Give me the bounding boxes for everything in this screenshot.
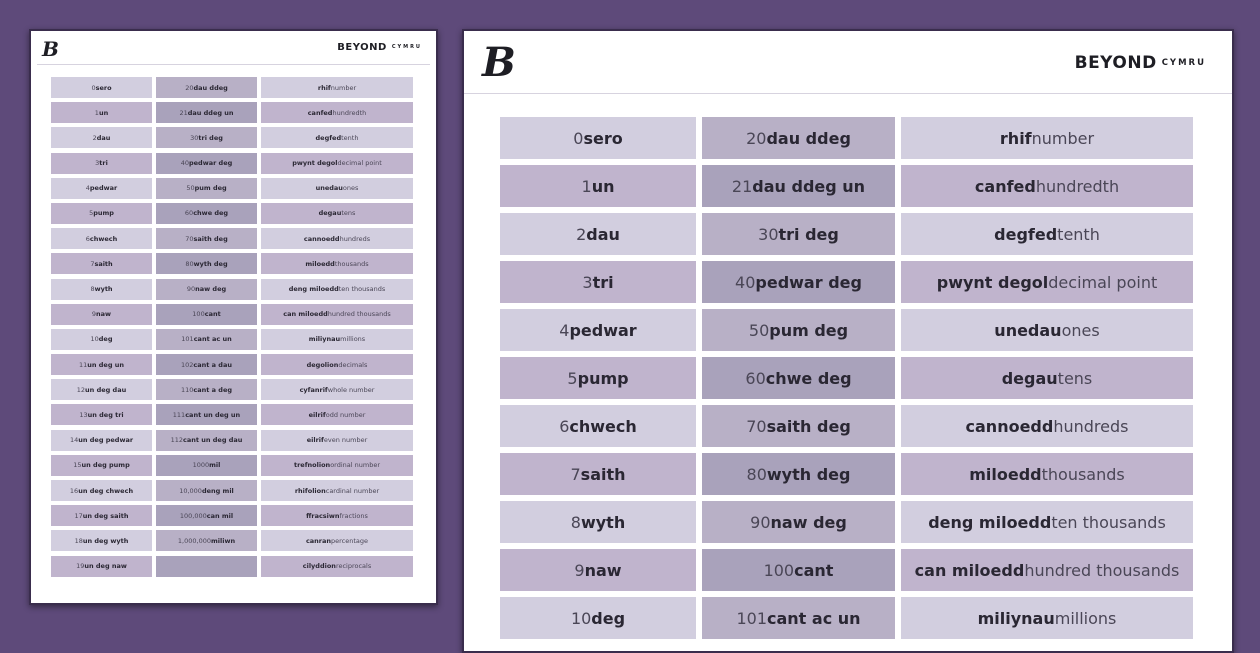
vocab-cell <box>901 309 1193 351</box>
english-term: ones <box>1061 320 1100 340</box>
number-cell <box>500 405 696 447</box>
vocab-cell <box>901 405 1193 447</box>
tens-cell <box>156 102 257 123</box>
tens-cell <box>156 203 257 224</box>
numeral: 5 <box>89 209 94 218</box>
numeral: 2 <box>92 133 97 142</box>
welsh-word: chwech <box>89 234 118 243</box>
numeral: 17 <box>74 511 83 520</box>
preview-sheet-large <box>462 29 1234 653</box>
english-term: ones <box>342 184 359 193</box>
welsh-term: rhif <box>317 83 331 92</box>
numeral: 40 <box>735 272 756 292</box>
number-cell <box>51 279 152 300</box>
vocab-cell <box>901 501 1193 543</box>
numeral: 13 <box>79 410 88 419</box>
numeral: 90 <box>186 285 196 293</box>
beyond-logo-icon: B <box>42 37 59 61</box>
welsh-word: deg <box>591 608 626 628</box>
english-term: whole number <box>327 385 375 394</box>
number-cell <box>500 213 696 255</box>
welsh-term: degolion <box>306 360 339 369</box>
number-cell <box>51 178 152 199</box>
tens-cell <box>702 453 895 495</box>
welsh-term: miloedd <box>969 464 1042 484</box>
vocab-cell <box>901 597 1193 639</box>
vocab-cell <box>261 153 413 174</box>
number-cell <box>500 597 696 639</box>
welsh-word: pedwar <box>89 184 118 193</box>
number-cell <box>51 102 152 123</box>
brand-title <box>1075 53 1206 73</box>
welsh-term: miloedd <box>305 259 335 268</box>
number-cell <box>500 549 696 591</box>
welsh-term: pwynt degol <box>936 272 1049 292</box>
english-term: number <box>330 83 357 92</box>
welsh-word: sero <box>95 83 112 92</box>
welsh-term: ffracsiwn <box>306 511 340 520</box>
number-cell <box>51 505 152 526</box>
numeral: 21 <box>179 108 188 117</box>
header-divider <box>37 64 430 65</box>
numeral: 40 <box>180 159 189 168</box>
english-term: hundredth <box>1035 176 1120 196</box>
numeral: 15 <box>73 461 82 470</box>
beyond-logo-icon: B <box>482 39 516 86</box>
numeral: 7 <box>90 259 95 268</box>
vocab-cell <box>261 430 413 451</box>
tens-cell <box>156 304 257 325</box>
english-term: reciprocals <box>335 562 372 571</box>
numeral: 101 <box>736 608 767 628</box>
welsh-word: cant <box>204 310 221 319</box>
number-cell <box>500 501 696 543</box>
number-cell <box>51 354 152 375</box>
welsh-term: degfed <box>994 224 1058 244</box>
numeral: 90 <box>750 512 771 532</box>
welsh-term: degau <box>1001 368 1058 388</box>
number-cell <box>500 453 696 495</box>
vocab-cell <box>261 203 413 224</box>
brand-name: BEYOND <box>1074 53 1157 73</box>
header-divider <box>464 93 1232 94</box>
welsh-term: deng miloedd <box>928 512 1052 532</box>
welsh-word: un deg dau <box>85 385 127 394</box>
english-term: hundreds <box>339 234 371 243</box>
numeral: 80 <box>746 464 767 484</box>
numeral: 8 <box>570 512 581 532</box>
welsh-word: tri <box>99 159 108 168</box>
numeral: 50 <box>748 320 770 340</box>
numeral: 11 <box>78 360 88 369</box>
welsh-word: dau <box>586 224 620 244</box>
welsh-word: dau ddeg un <box>187 108 234 117</box>
number-cell <box>51 530 152 551</box>
welsh-word: un deg saith <box>82 511 129 520</box>
welsh-word: cant un deg un <box>185 410 241 419</box>
vocab-cell <box>901 261 1193 303</box>
numeral: 10,000 <box>179 486 202 495</box>
vocab-cell <box>261 127 413 148</box>
welsh-word: pum deg <box>769 320 849 340</box>
numeral: 6 <box>559 416 570 436</box>
english-term: millions <box>340 335 366 344</box>
welsh-term: rhif <box>999 128 1032 148</box>
number-cell <box>500 261 696 303</box>
tens-cell <box>156 455 257 476</box>
welsh-term: unedau <box>315 184 343 193</box>
english-term: cardinal number <box>325 486 380 495</box>
tens-cell <box>702 357 895 399</box>
vocab-cell <box>261 102 413 123</box>
tens-cell <box>702 597 895 639</box>
number-cell <box>51 329 152 350</box>
numeral: 1 <box>581 176 592 196</box>
number-cell <box>51 304 152 325</box>
welsh-word: naw <box>584 560 622 580</box>
welsh-word: deng mil <box>201 486 234 495</box>
tens-cell <box>156 178 257 199</box>
numeral: 101 <box>181 335 194 344</box>
vocab-cell <box>261 379 413 400</box>
welsh-term: miliynau <box>308 335 341 344</box>
welsh-term: canfed <box>974 176 1036 196</box>
vocab-cell <box>901 357 1193 399</box>
welsh-word: cant a dau <box>193 360 232 369</box>
english-term: ten thousands <box>338 285 386 293</box>
number-cell <box>51 77 152 98</box>
number-cell <box>51 228 152 249</box>
welsh-term: cyfanrif <box>299 385 328 394</box>
numeral: 7 <box>570 464 581 484</box>
welsh-word: cant ac un <box>193 335 232 344</box>
english-term: decimal point <box>337 159 382 168</box>
number-cell <box>51 480 152 501</box>
welsh-word: dau ddeg un <box>752 176 866 196</box>
numeral: 18 <box>74 536 83 545</box>
welsh-word: naw deg <box>195 285 227 293</box>
numeral: 0 <box>91 83 96 92</box>
welsh-word: cant ac un <box>767 608 861 628</box>
tens-cell <box>156 480 257 501</box>
numeral: 60 <box>745 368 766 388</box>
welsh-word: miliwn <box>211 536 236 545</box>
welsh-term: cannoedd <box>965 416 1054 436</box>
number-cell <box>500 309 696 351</box>
welsh-word: wyth deg <box>766 464 851 484</box>
welsh-term: trefnolion <box>293 461 331 470</box>
english-term: thousands <box>334 259 369 268</box>
tens-cell <box>156 329 257 350</box>
welsh-term: rhifolion <box>294 486 326 495</box>
english-term: ordinal number <box>330 461 380 470</box>
numeral: 2 <box>576 224 587 244</box>
vocab-table-small <box>51 77 413 577</box>
number-cell <box>500 117 696 159</box>
welsh-word: saith <box>580 464 626 484</box>
brand-sub: CYMRU <box>391 44 422 50</box>
welsh-word: pump <box>577 368 629 388</box>
preview-sheet-small <box>29 29 438 605</box>
number-cell <box>51 404 152 425</box>
welsh-word: deg <box>98 335 113 344</box>
tens-cell <box>156 228 257 249</box>
numeral: 111 <box>172 410 186 419</box>
numeral: 3 <box>95 159 100 168</box>
welsh-word: dau ddeg <box>193 83 228 92</box>
tens-cell <box>156 127 257 148</box>
vocab-cell <box>901 549 1193 591</box>
english-term: thousands <box>1041 464 1125 484</box>
vocab-table-large <box>500 117 1193 639</box>
welsh-term: can miloedd <box>914 560 1025 580</box>
numeral: 70 <box>746 416 767 436</box>
tens-cell <box>702 501 895 543</box>
welsh-term: degfed <box>315 133 342 142</box>
numeral: 14 <box>69 436 79 445</box>
brand-name: BEYOND <box>337 42 387 53</box>
english-term: tenth <box>341 133 359 142</box>
welsh-word: wyth deg <box>193 259 228 268</box>
welsh-term: eilrif <box>308 410 326 419</box>
number-cell <box>51 127 152 148</box>
numeral: 80 <box>185 259 194 268</box>
welsh-word: un deg chwech <box>78 486 134 495</box>
tens-cell <box>156 556 257 577</box>
tens-cell <box>156 279 257 300</box>
tens-cell <box>156 379 257 400</box>
vocab-cell <box>261 178 413 199</box>
welsh-word: mil <box>209 461 221 470</box>
welsh-term: pwynt degol <box>292 159 338 168</box>
welsh-term: cannoedd <box>303 234 340 243</box>
welsh-term: canfed <box>307 108 333 117</box>
english-term: decimal point <box>1048 272 1158 292</box>
welsh-word: cant un deg dau <box>183 436 243 445</box>
english-term: millions <box>1054 608 1117 628</box>
vocab-cell <box>261 279 413 300</box>
welsh-word: tri <box>592 272 614 292</box>
numeral: 1 <box>94 108 99 117</box>
welsh-term: degau <box>318 209 342 218</box>
welsh-word: tri deg <box>198 133 223 142</box>
english-term: even number <box>323 436 368 445</box>
number-cell <box>51 455 152 476</box>
brand-title <box>337 42 422 53</box>
vocab-cell <box>261 329 413 350</box>
numeral: 60 <box>184 209 194 218</box>
numeral: 3 <box>582 272 593 292</box>
english-term: hundred thousands <box>1024 560 1180 580</box>
number-cell <box>51 203 152 224</box>
vocab-cell <box>261 354 413 375</box>
tens-cell <box>156 253 257 274</box>
welsh-word: un deg pedwar <box>78 436 134 445</box>
numeral: 30 <box>190 133 199 142</box>
numeral: 21 <box>731 176 753 196</box>
vocab-cell <box>261 404 413 425</box>
numeral: 4 <box>85 184 90 193</box>
english-term: tenth <box>1057 224 1100 244</box>
numeral: 16 <box>69 486 79 495</box>
number-cell <box>51 153 152 174</box>
welsh-word: chwe deg <box>193 209 229 218</box>
tens-cell <box>702 213 895 255</box>
numeral: 100 <box>763 560 795 580</box>
welsh-word: pum deg <box>194 184 227 193</box>
number-cell <box>51 556 152 577</box>
welsh-word: can mil <box>206 511 234 520</box>
welsh-term: eilrif <box>306 436 324 445</box>
english-term: decimals <box>338 360 368 369</box>
tens-cell <box>156 77 257 98</box>
welsh-word: un deg tri <box>87 410 124 419</box>
welsh-word: dau <box>96 133 111 142</box>
tens-cell <box>702 549 895 591</box>
tens-cell <box>156 505 257 526</box>
numeral: 9 <box>574 560 585 580</box>
tens-cell <box>156 404 257 425</box>
vocab-cell <box>901 213 1193 255</box>
numeral: 110 <box>180 385 194 394</box>
welsh-word: un deg wyth <box>82 536 129 545</box>
vocab-cell <box>901 117 1193 159</box>
welsh-word: wyth <box>94 285 113 293</box>
welsh-word: un deg un <box>87 360 125 369</box>
tens-cell <box>702 165 895 207</box>
tens-cell <box>702 405 895 447</box>
tens-cell <box>156 354 257 375</box>
welsh-term: miliynau <box>977 608 1055 628</box>
numeral: 6 <box>85 234 90 243</box>
numeral: 50 <box>186 184 195 193</box>
english-term: hundredth <box>332 108 367 117</box>
welsh-word: cant a deg <box>193 385 233 394</box>
tens-cell <box>702 261 895 303</box>
tens-cell <box>156 530 257 551</box>
vocab-cell <box>261 228 413 249</box>
vocab-cell <box>261 556 413 577</box>
tens-cell <box>702 117 895 159</box>
english-term: ten thousands <box>1051 512 1166 532</box>
welsh-word: naw deg <box>770 512 847 532</box>
brand-sub: CYMRU <box>1161 58 1206 68</box>
numeral: 4 <box>559 320 570 340</box>
english-term: hundreds <box>1053 416 1129 436</box>
tens-cell <box>702 309 895 351</box>
numeral: 1000 <box>192 461 210 470</box>
welsh-word: dau ddeg <box>766 128 851 148</box>
number-cell <box>51 253 152 274</box>
welsh-word: cant <box>794 560 834 580</box>
number-cell <box>500 165 696 207</box>
numeral: 10 <box>90 335 99 344</box>
vocab-cell <box>261 253 413 274</box>
english-term: tens <box>341 209 356 218</box>
welsh-word: naw <box>96 310 112 319</box>
welsh-term: unedau <box>994 320 1062 340</box>
numeral: 1,000,000 <box>177 536 211 545</box>
welsh-word: sero <box>583 128 623 148</box>
english-term: number <box>1031 128 1095 148</box>
numeral: 5 <box>567 368 578 388</box>
welsh-word: un <box>98 108 109 117</box>
welsh-word: chwech <box>569 416 637 436</box>
numeral: 70 <box>185 234 194 243</box>
welsh-word: pedwar deg <box>188 159 233 168</box>
tens-cell <box>156 430 257 451</box>
english-term: hundred thousands <box>327 310 391 319</box>
english-term: tens <box>1057 368 1093 388</box>
vocab-cell <box>261 505 413 526</box>
numeral: 30 <box>758 224 779 244</box>
vocab-cell <box>261 455 413 476</box>
numeral: 102 <box>181 360 194 369</box>
numeral: 100 <box>192 310 205 319</box>
welsh-word: pedwar deg <box>755 272 862 292</box>
welsh-word: wyth <box>580 512 626 532</box>
numeral: 100,000 <box>179 511 207 520</box>
vocab-cell <box>261 304 413 325</box>
welsh-word: un deg pump <box>81 461 130 470</box>
welsh-word: chwe deg <box>765 368 852 388</box>
vocab-cell <box>261 77 413 98</box>
welsh-word: tri deg <box>778 224 839 244</box>
vocab-cell <box>901 165 1193 207</box>
numeral: 19 <box>76 562 85 571</box>
welsh-term: can miloedd <box>283 310 328 319</box>
number-cell <box>51 379 152 400</box>
welsh-word: saith deg <box>193 234 228 243</box>
numeral: 8 <box>90 285 95 293</box>
vocab-cell <box>261 530 413 551</box>
numeral: 112 <box>170 436 183 445</box>
numeral: 20 <box>746 128 767 148</box>
numeral: 0 <box>573 128 584 148</box>
tens-cell <box>156 153 257 174</box>
welsh-word: un <box>591 176 615 196</box>
numeral: 20 <box>185 83 194 92</box>
numeral: 12 <box>76 385 86 394</box>
welsh-word: saith <box>94 259 113 268</box>
welsh-term: deng miloedd <box>288 285 339 293</box>
english-term: percentage <box>331 536 369 545</box>
numeral: 10 <box>570 608 592 628</box>
vocab-cell <box>261 480 413 501</box>
welsh-word: pedwar <box>569 320 637 340</box>
english-term: fractions <box>339 511 368 520</box>
welsh-term: canran <box>305 536 332 545</box>
number-cell <box>500 357 696 399</box>
english-term: odd number <box>325 410 366 419</box>
vocab-cell <box>901 453 1193 495</box>
numeral: 9 <box>91 310 97 319</box>
welsh-term: cilyddion <box>302 562 336 571</box>
number-cell <box>51 430 152 451</box>
welsh-word: un deg naw <box>84 562 127 571</box>
welsh-word: pump <box>93 209 114 218</box>
welsh-word: saith deg <box>766 416 851 436</box>
